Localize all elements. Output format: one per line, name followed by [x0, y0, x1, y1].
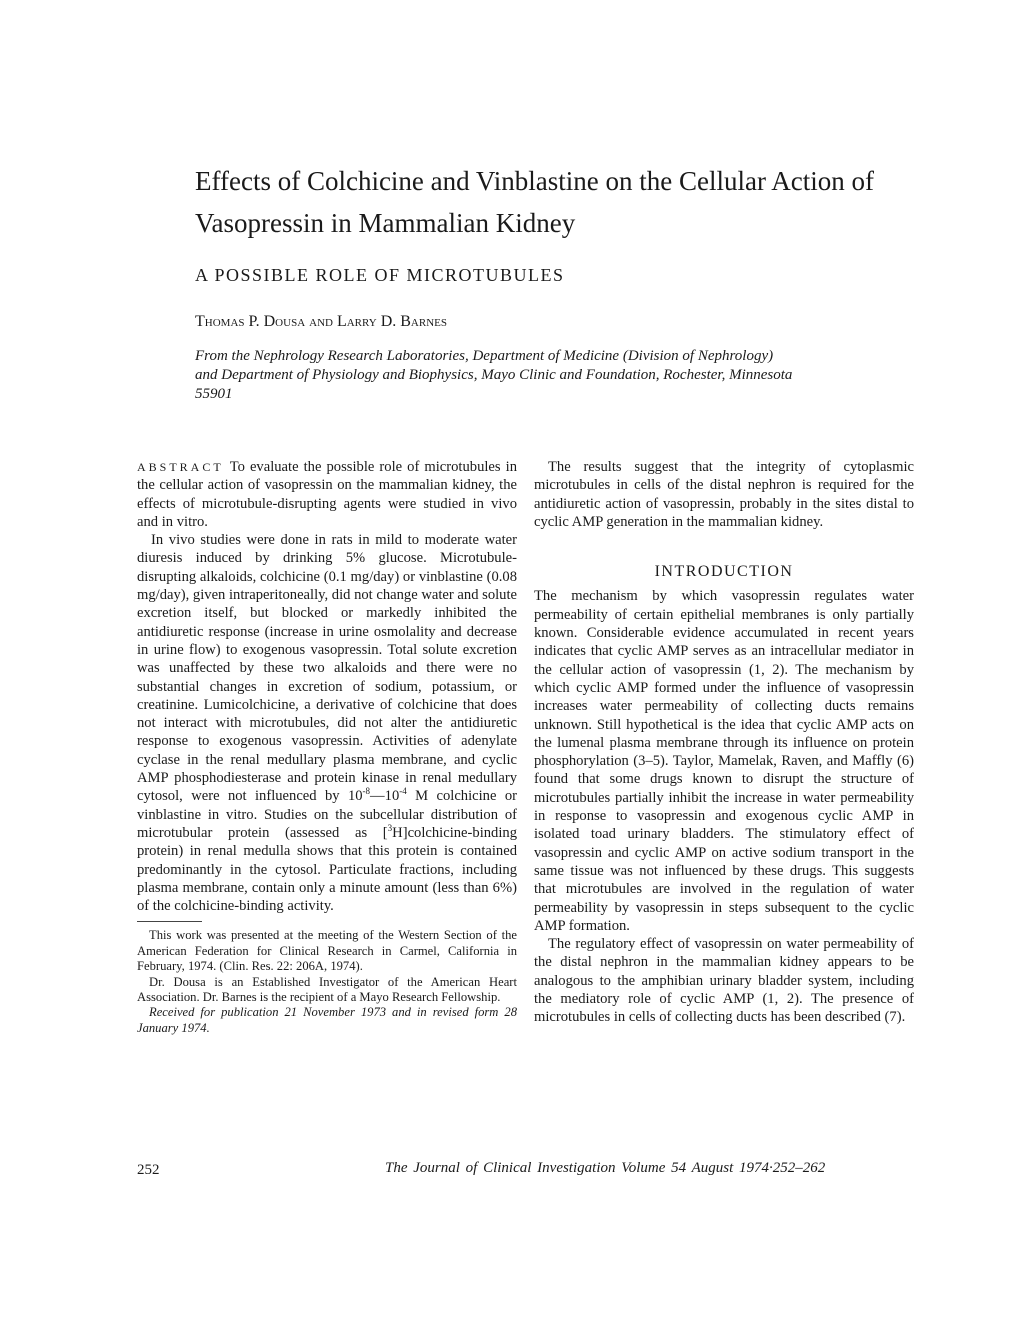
abstract-paragraph-2	[137, 531, 517, 915]
footnotes	[137, 928, 517, 1036]
article-title: Effects of Colchicine and Vinblastine on the Cellular Action of Vasopressin in Mammalian Kidney	[195, 166, 874, 238]
abstract-text-2b: —10	[370, 788, 400, 805]
author-list: Thomas P. Dousa and Larry D. Barnes	[195, 313, 447, 330]
exponent: -4	[399, 786, 407, 797]
abstract-paragraph-3: The results suggest that the integrity of cytoplasmic microtubules in cells of the distal nephron is required for the antidiuretic action of vasopressin, probably in the sites distal to cyclic AMP generation in the mammalian kidney.	[534, 459, 914, 530]
abstract-text-1: To evaluate the possible role of microtubules in the cellular action of vasopressin on the mammalian kidney, the effects of microtubule-disrupting agents were studied in vivo and in vitro.	[137, 459, 517, 530]
footnote-funding: Dr. Dousa is an Established Investigator of the American Heart Association. Dr. Barnes is the recipient of a Mayo Research Fellowship.	[137, 974, 517, 1005]
page-number: 252	[137, 1162, 160, 1178]
left-column	[137, 458, 517, 1036]
introduction-paragraph-1: The mechanism by which vasopressin regulates water permeability of certain epithelial membranes is only partially known. Considerable evidence accumulated in recent years indicates that cyclic AMP serves as an intracellular mediator in the cellular action of vasopressin (1, 2). The mechanism by which cyclic AMP formed under the influence of vasopressin increases water permeability of collecting ducts remains unknown. Still hypothetical is the idea that cyclic AMP acts on the lumenal plasma membrane through its influence on protein phosphorylation (3–5). Taylor, Mamelak, Raven, and Maffly (6) found that some drugs known to disrupt the structure of microtubules partially inhibit the increase in water permeability in response to vasopressin and exogenous cyclic AMP in isolated toad urinary bladders. The stimulatory effect of vasopressin and cyclic AMP on active sodium transport in the same tissue was not influenced by these drugs. This suggests that microtubules are involved in the regulation of water permeability by vasopressin in steps subsequent to the cyclic AMP formation.	[534, 588, 914, 934]
abstract-text-2d: H]colchicine-binding protein) in renal medulla shows that this protein is contained predominantly in the cytosol. Particulate fractions, including plasma membrane, contain only a minute amount (less than 6%) of the colchicine-binding activity.	[137, 824, 517, 915]
isotope-superscript: 3	[387, 823, 393, 834]
right-column	[534, 458, 914, 1027]
abstract-text-2a: In vivo studies were done in rats in mild to moderate water diuresis induced by drinking 5% glucose. Microtubule-disrupting alkaloids, colchicine (0.1 mg/day) or vinblastine (0.08 mg/day), given intraperitoneally, did not change water and solute excretion itself, but blocked or markedly inhibited the antidiuretic response (increase in urine osmolality and decrease in urine flow) to exogenous vasopressin. Total solute excretion was unaffected by these two alkaloids and there were no substantial changes in excretion of sodium, potassium, or creatinine. Lumicolchicine, a derivative of colchicine that does not interact with microtubules, did not alter the antidiuretic response to exogenous vasopressin. Activities of adenylate cyclase in the renal medullary plasma membrane, and cyclic AMP phosphodiesterase and protein kinase in renal medullary cytosol, were not influenced by 10	[137, 532, 517, 805]
footnote-received: Received for publication 21 November 1973 and in revised form 28 January 1974.	[137, 1005, 517, 1035]
abstract-label: ABSTRACT	[137, 460, 224, 474]
abstract-text-2c: M colchicine or vinblastine in vitro. Studies on the subcellular distribution of microtubular protein (assessed as [	[137, 788, 518, 841]
article-subtitle: A POSSIBLE ROLE OF MICROTUBULES	[195, 265, 565, 285]
footnote-divider	[137, 921, 202, 922]
author-affiliation: From the Nephrology Research Laboratories, Department of Medicine (Division of Nephrology) and Department of Physiology and Biophysics, Mayo Clinic and Foundation, Rochester, Minnesota 55901	[195, 348, 793, 402]
introduction-paragraph-2: The regulatory effect of vasopressin on water permeability of the distal nephron in the mammalian kidney appears to be analogous to the amphibian urinary bladder system, including the mediatory role of cyclic AMP (1, 2). The presence of microtubules in cells of collecting ducts has been described (7).	[534, 936, 914, 1026]
journal-citation: The Journal of Clinical Investigation Volume 54 August 1974·252–262	[385, 1160, 826, 1176]
exponent: -8	[362, 786, 371, 797]
abstract-paragraph-1	[137, 458, 517, 531]
introduction-heading: INTRODUCTION	[654, 563, 794, 581]
footnote-meeting: This work was presented at the meeting of the Western Section of the American Federation for Clinical Research in Carmel, California in February, 1974. (Clin. Res. 22: 206A, 1974).	[137, 928, 517, 974]
